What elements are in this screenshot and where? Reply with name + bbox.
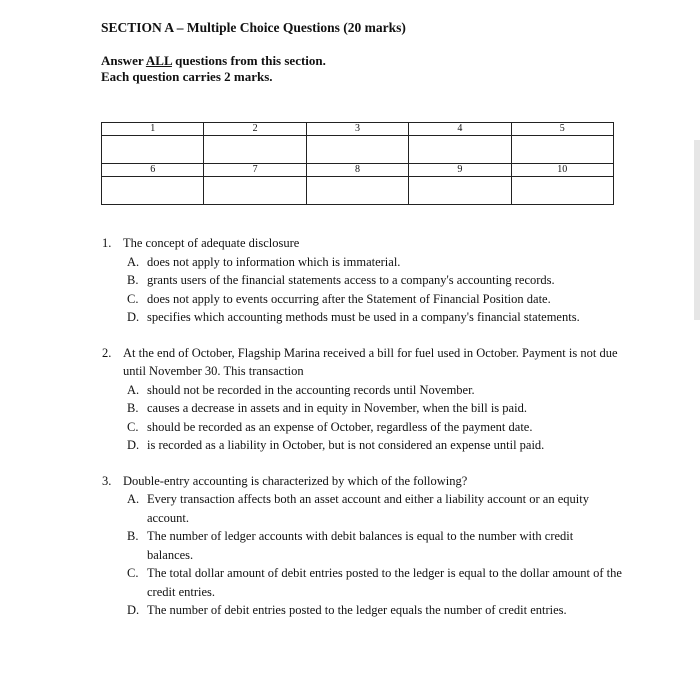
option-text: is recorded as a liability in October, but is not considered an expense until paid.: [147, 438, 545, 452]
answer-box[interactable]: [409, 177, 511, 205]
option-letter: B.: [127, 529, 139, 543]
instruction-prefix: Answer: [101, 53, 146, 68]
section-title: SECTION A – Multiple Choice Questions (20 marks): [101, 20, 406, 35]
grid-number: 4: [409, 123, 511, 136]
grid-number: 9: [409, 164, 511, 177]
question-3: [102, 472, 622, 620]
option-list: [127, 381, 622, 455]
grid-number: 8: [306, 164, 408, 177]
option-text: should not be recorded in the accounting records until November.: [147, 382, 475, 397]
answer-box[interactable]: [204, 177, 306, 205]
grid-number: 3: [306, 123, 408, 136]
option-c: [127, 290, 622, 309]
grid-number: 10: [511, 164, 613, 177]
option-a: [127, 381, 622, 400]
option-a: [127, 253, 622, 272]
option-b: [127, 527, 622, 564]
question-1: [102, 234, 622, 327]
option-list: [127, 490, 622, 620]
option-letter: A.: [127, 492, 140, 506]
question-text: Double-entry accounting is characterized by which of the following?: [123, 473, 468, 488]
option-text: The number of ledger accounts with debit balances is equal to the number with credit balances.: [147, 529, 574, 562]
option-d: [127, 308, 622, 327]
option-c: [127, 564, 622, 601]
answer-box[interactable]: [511, 177, 613, 205]
option-text: should be recorded as an expense of October, regardless of the payment date.: [147, 419, 533, 434]
answer-box[interactable]: [306, 136, 408, 164]
instruction-suffix: questions from this section.: [171, 53, 326, 68]
option-letter: C.: [127, 419, 139, 434]
option-text: specifies which accounting methods must be used in a company's financial statements.: [147, 310, 580, 324]
option-b: [127, 399, 622, 418]
answer-box[interactable]: [102, 136, 204, 164]
instruction-emphasis: ALL: [145, 53, 172, 68]
option-letter: B.: [127, 401, 139, 415]
question-number: 2.: [102, 345, 112, 360]
instruction-line-2: Each question carries 2 marks.: [101, 69, 273, 84]
question-number: 3.: [102, 473, 112, 488]
question-list: [102, 234, 622, 637]
option-b: [127, 271, 622, 290]
option-d: [127, 436, 622, 455]
option-text: does not apply to information which is immaterial.: [147, 254, 401, 269]
option-a: [127, 490, 622, 527]
question-2: [102, 344, 622, 455]
answer-box[interactable]: [409, 136, 511, 164]
option-letter: A.: [127, 254, 140, 269]
answer-box[interactable]: [306, 177, 408, 205]
instructions: [101, 53, 326, 85]
option-text: The total dollar amount of debit entries posted to the ledger is equal to the dollar amount of the credit entries.: [147, 566, 622, 599]
option-letter: A.: [127, 382, 140, 397]
option-letter: C.: [127, 291, 139, 306]
answer-grid: [101, 122, 614, 205]
question-text: The concept of adequate disclosure: [123, 236, 300, 250]
answer-box[interactable]: [204, 136, 306, 164]
option-text: does not apply to events occurring after the Statement of Financial Position date.: [147, 291, 551, 306]
question-text: At the end of October, Flagship Marina received a bill for fuel used in October. Payment is not due until November 30. This transaction: [123, 345, 618, 378]
option-list: [127, 253, 622, 327]
option-c: [127, 418, 622, 437]
answer-grid-answer-row: [102, 177, 614, 205]
option-letter: C.: [127, 566, 139, 580]
option-text: The number of debit entries posted to the ledger equals the number of credit entries.: [147, 603, 567, 617]
instruction-line-1: [101, 53, 326, 69]
option-text: causes a decrease in assets and in equity in November, when the bill is paid.: [147, 401, 527, 415]
answer-grid-answer-row: [102, 136, 614, 164]
grid-number: 6: [102, 164, 204, 177]
grid-number: 5: [511, 123, 613, 136]
option-letter: D.: [127, 603, 140, 617]
answer-grid-number-row: [102, 123, 614, 136]
option-text: Every transaction affects both an asset account and either a liability account or an equity account.: [147, 492, 589, 525]
option-letter: B.: [127, 273, 139, 287]
grid-number: 7: [204, 164, 306, 177]
grid-number: 1: [102, 123, 204, 136]
option-d: [127, 601, 622, 620]
page-edge-shadow: [694, 140, 700, 320]
option-letter: D.: [127, 310, 140, 324]
grid-number: 2: [204, 123, 306, 136]
option-letter: D.: [127, 438, 140, 452]
option-text: grants users of the financial statements access to a company's accounting records.: [147, 273, 555, 287]
question-number: 1.: [102, 236, 112, 250]
answer-grid-number-row: [102, 164, 614, 177]
answer-box[interactable]: [102, 177, 204, 205]
answer-box[interactable]: [511, 136, 613, 164]
